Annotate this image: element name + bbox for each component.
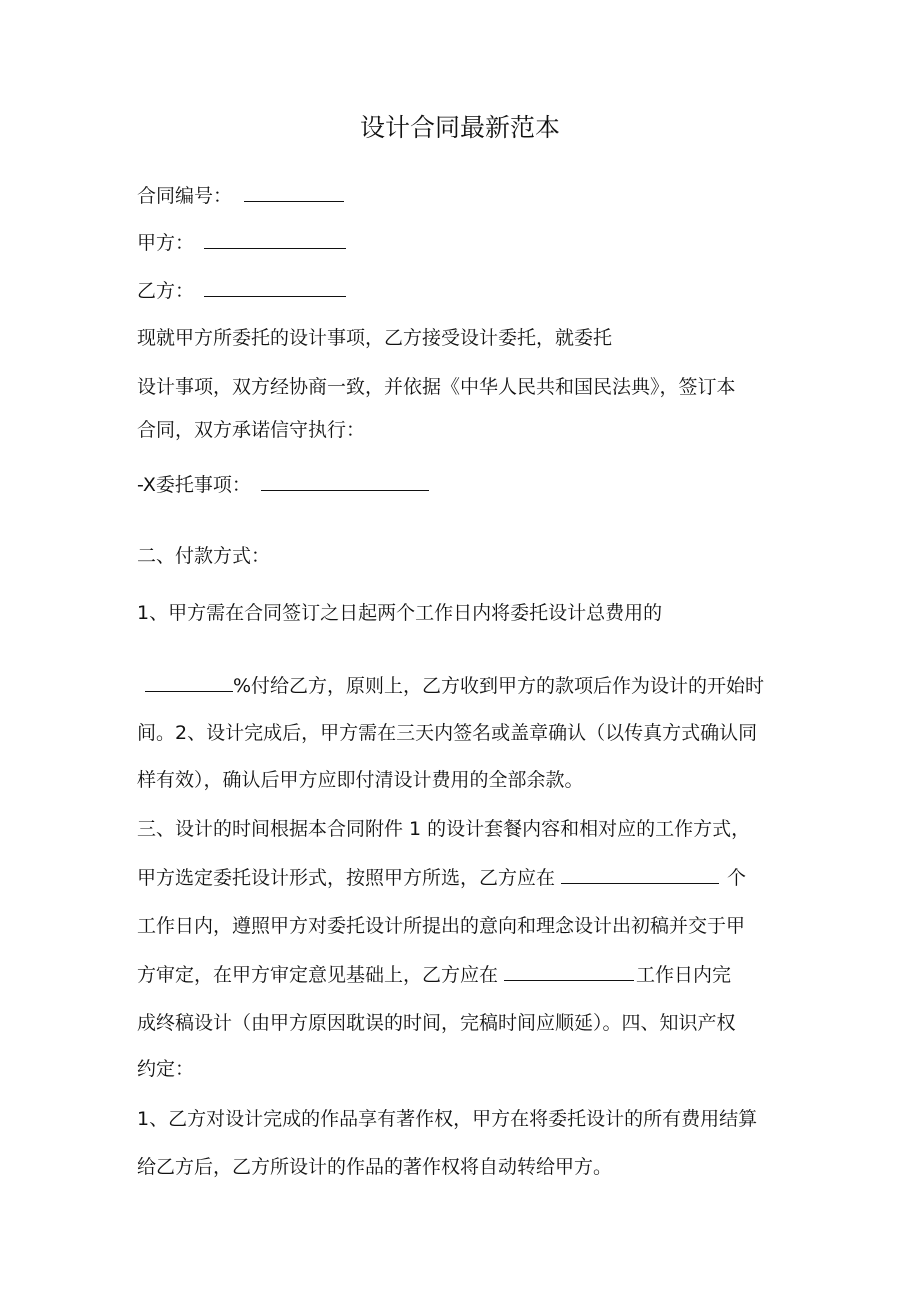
payment-line: 间。2、设计完成后，甲方需在三天内签名或盖章确认（以传真方式确认同	[137, 722, 758, 744]
section-four-line: 给乙方后，乙方所设计的作品的著作权将自动转给甲方。	[137, 1156, 613, 1178]
section-three-line: 甲方选定委托设计形式，按照甲方所选，乙方应在	[137, 867, 556, 889]
party-b-blank	[204, 278, 346, 297]
section-four-line: 1、乙方对设计完成的作品享有著作权，甲方在将委托设计的所有费用结算	[137, 1108, 758, 1130]
contract-number-label: 合同编号：	[137, 185, 233, 207]
section-three-line: 成终稿设计（由甲方原因耽误的时间，完稿时间应顺延）。四、知识产权	[137, 1012, 736, 1034]
item-one-blank	[261, 472, 429, 491]
section-three-line: 工作日内，遵照甲方对委托设计所提出的意向和理念设计出初稿并交于甲	[137, 915, 746, 937]
payment-percent-blank	[145, 673, 233, 692]
intro-line: 现就甲方所委托的设计事项，乙方接受设计委托，就委托	[137, 327, 613, 349]
item-one-label: -X委托事项：	[137, 474, 251, 496]
intro-line: 合同，双方承诺信守执行：	[137, 419, 366, 441]
section-three-line: 三、设计的时间根据本合同附件 1 的设计套餐内容和相对应的工作方式，	[137, 818, 751, 840]
intro-line: 设计事项，双方经协商一致，并依据《中华人民共和国民法典》，签订本	[137, 376, 736, 398]
contract-number-blank	[244, 183, 344, 202]
payment-line: 样有效），确认后甲方应即付清设计费用的全部余款。	[137, 769, 584, 791]
section-three-days-row	[137, 865, 746, 890]
section-three-final-days-row	[137, 962, 731, 987]
party-a-row	[137, 230, 346, 255]
document-title: 设计合同最新范本	[359, 113, 560, 142]
party-a-blank	[204, 230, 346, 249]
section-three-line: 方审定，在甲方审定意见基础上，乙方应在	[137, 964, 499, 986]
party-b-label: 乙方：	[137, 280, 195, 302]
party-a-label: 甲方：	[137, 232, 195, 254]
section-two-heading: 二、付款方式：	[137, 545, 271, 567]
contract-number-row	[137, 183, 344, 208]
section-three-line: 个	[727, 867, 747, 889]
payment-percent-row	[145, 673, 764, 698]
payment-line: 1、甲方需在合同签订之日起两个工作日内将委托设计总费用的	[137, 602, 663, 624]
item-one-row	[137, 472, 429, 497]
section-three-line: 约定：	[137, 1058, 195, 1080]
first-draft-days-blank	[561, 865, 719, 884]
payment-line: %付给乙方，原则上，乙方收到甲方的款项后作为设计的开始时	[233, 675, 765, 697]
party-b-row	[137, 278, 346, 303]
section-three-line: 工作日内完	[636, 964, 732, 986]
final-draft-days-blank	[504, 962, 634, 981]
